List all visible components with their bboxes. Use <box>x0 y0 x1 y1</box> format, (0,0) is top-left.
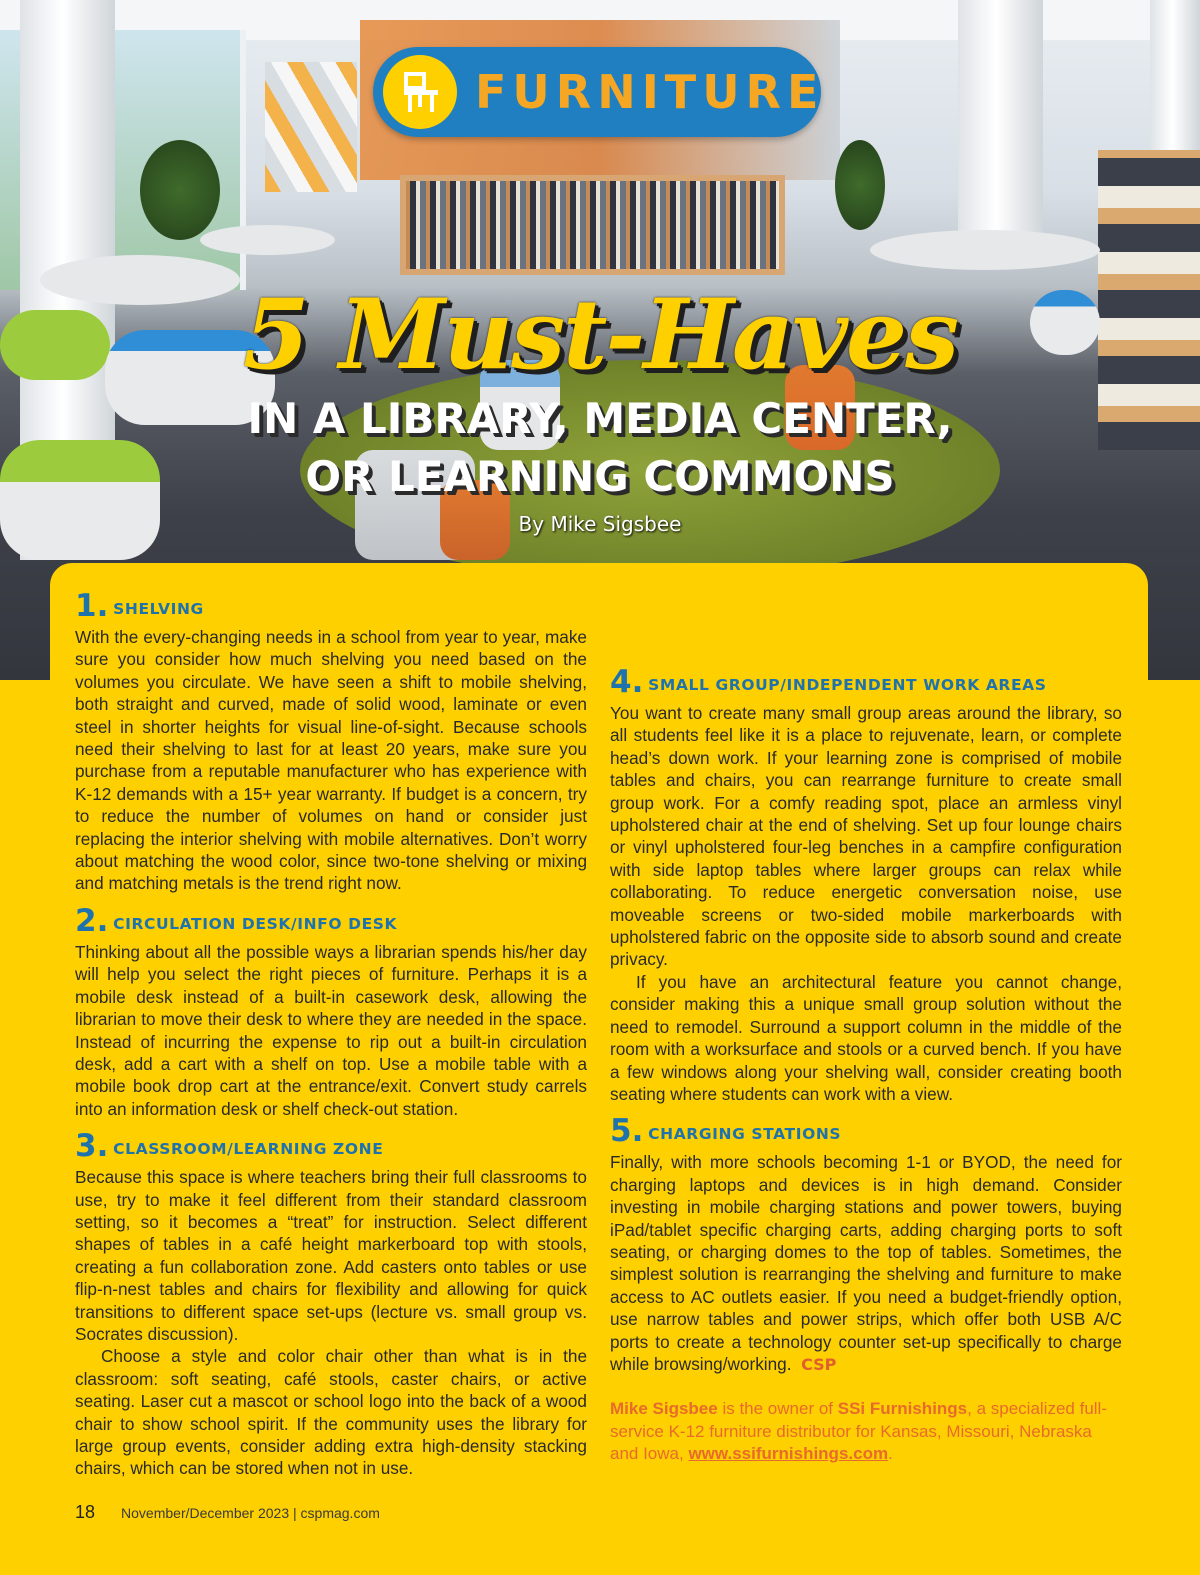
author-name: Mike Sigsbee <box>610 1399 718 1419</box>
article-column-right <box>610 666 1122 1466</box>
section-number: 3. <box>75 1128 109 1165</box>
section-text: Finally, with more schools becoming 1-1 or BYOD, the need for charging laptops and devices is in high demand. Consider investing in mobile charging stations and power towers, buying iPad/tablet specific charging carts, adding charging ports to soft seating, or charging domes to the top of tables. Sometimes, the simplest solution is rearranging the shelving and furniture to make access to AC outlets easier. If you need a budget-friendly option, use narrow tables and power strips, which offer both USB A/C ports to create a technology counter set-up specifically to charge while browsing/working. <box>610 1152 1122 1374</box>
article-subtitle-line-1: IN A LIBRARY, MEDIA CENTER, <box>247 394 953 443</box>
section-title: CHARGING STATIONS <box>648 1125 842 1144</box>
page-footer <box>75 1502 380 1523</box>
section-number: 2. <box>75 902 109 939</box>
issue-info: November/December 2023 | cspmag.com <box>121 1505 380 1521</box>
school-desk-icon <box>396 68 444 116</box>
company-name: SSi Furnishings <box>837 1399 968 1419</box>
page-number: 18 <box>75 1502 96 1522</box>
support-column <box>958 0 1043 260</box>
section-paragraph: Because this space is where teachers bring their full classrooms to use, try to make it feel different from their standard classroom setting, so it becomes a “treat” for instruction. Select different shapes of tables in a café height markerboard top with stools, creating a fun collaboration zone. Add casters onto tables or use flip-n-nest tables and chairs for flexibility and allowing for quick transitions to different space set-ups (lecture vs. small group vs. Socrates discussion). <box>75 1167 587 1344</box>
section-number: 4. <box>610 664 644 700</box>
bio-text: , a specialized full-service K-12 furniture distributor for Kansas, Missouri, Nebraska and Iowa, <box>610 1399 1107 1464</box>
section-paragraph <box>610 1151 1122 1376</box>
section-paragraph: Thinking about all the possible ways a librarian spends his/her day will help you select the right pieces of furniture. Perhaps it is a mobile desk instead of a built-in casework desk, allowing the librarian to move their desk to where they are needed in the space. Instead of incurring the expense to rip out a built-in circulation desk, add a cart with a shelf on top. Use a mobile table with a mobile book drop cart at the entrance/exit. Convert study carrels into an information desk or shelf check-out station. <box>75 941 587 1119</box>
bio-text: is the owner of <box>717 1399 838 1419</box>
round-table <box>870 230 1100 270</box>
section-heading-4 <box>610 666 1122 702</box>
section-title: SHELVING <box>113 600 204 618</box>
mobile-bookcase <box>400 175 785 275</box>
round-table <box>200 225 335 255</box>
article-subtitle-line-2: OR LEARNING COMMONS <box>305 452 895 501</box>
end-mark: CSP <box>801 1354 837 1374</box>
byline: By Mike Sigsbee <box>518 512 682 536</box>
section-badge <box>373 47 825 137</box>
section-paragraph: With the every-changing needs in a school from year to year, make sure you consider how much shelving you need based on the volumes you circulate. We have seen a shift to mobile shelving, both straight and curved, made of solid wood, laminate or even steel in shorter heights for visual line-of-sight. Because schools need their shelving to last for at least 20 years, make sure you purchase from a reputable manufacturer who has experience with K-12 demands with a 15+ year warranty. If budget is a concern, try to reduce the number of volumes on hand or consider just replacing the interior shelving with mobile alternatives. Don’t worry about matching the wood color, since two-tone shelving or mixing and matching metals is the trend right now. <box>75 627 587 894</box>
section-paragraph: If you have an architectural feature you cannot change, consider making this a unique small group solution without the need to remodel. Surround a support column in the middle of the room with a worksurface and stools or a curved bench. If you have a few windows along your shelving wall, consider creating booth seating where students can work with a view. <box>610 971 1122 1104</box>
section-heading-3 <box>75 1130 587 1166</box>
author-bio <box>610 1398 1122 1465</box>
plant <box>835 140 885 230</box>
support-column <box>1150 0 1200 160</box>
bio-text: . <box>888 1444 893 1464</box>
badge-label: FURNITURE <box>475 65 825 119</box>
wall-art <box>265 62 357 192</box>
section-heading-5 <box>610 1115 1122 1151</box>
section-heading-2 <box>75 902 587 941</box>
section-paragraph: You want to create many small group areas around the library, so all students feel like it is a place to rejuvenate, learn, or complete head’s down work. If your learning zone is comprised of mobile tables and chairs, you can rearrange furniture to create small group work. For a comfy reading spot, place an armless vinyl upholstered chair at the end of shelving. Set up four lounge chairs or vinyl upholstered four-leg benches in a campfire configuration with side laptop tables where larger groups can relax while collaborating. To reduce energetic conversation noise, use moveable screens or two-sided mobile markerboards with upholstered fabric on the opposite side to absorb sound and create privacy. <box>610 703 1122 970</box>
section-heading-1 <box>75 590 587 626</box>
section-title: SMALL GROUP/INDEPENDENT WORK AREAS <box>648 676 1047 694</box>
section-title: CIRCULATION DESK/INFO DESK <box>113 914 398 933</box>
section-number: 1. <box>75 588 109 624</box>
badge-circle <box>383 55 457 129</box>
article-title: 5 Must-Haves <box>242 278 958 391</box>
plant <box>140 140 220 240</box>
section-paragraph: Choose a style and color chair other than what is in the classroom: soft seating, café stools, caster chairs, or active seating. Laser cut a mascot or school logo into the back of a wood chair to show school spirit. If the community uses the library for large group events, consider adding extra high-density stacking chairs, which can be stored when not in use. <box>75 1346 587 1479</box>
company-link[interactable]: www.ssifurnishings.com <box>688 1444 889 1464</box>
section-number: 5. <box>610 1113 644 1150</box>
article-column-left <box>75 590 587 1480</box>
section-title: CLASSROOM/LEARNING ZONE <box>113 1140 384 1159</box>
